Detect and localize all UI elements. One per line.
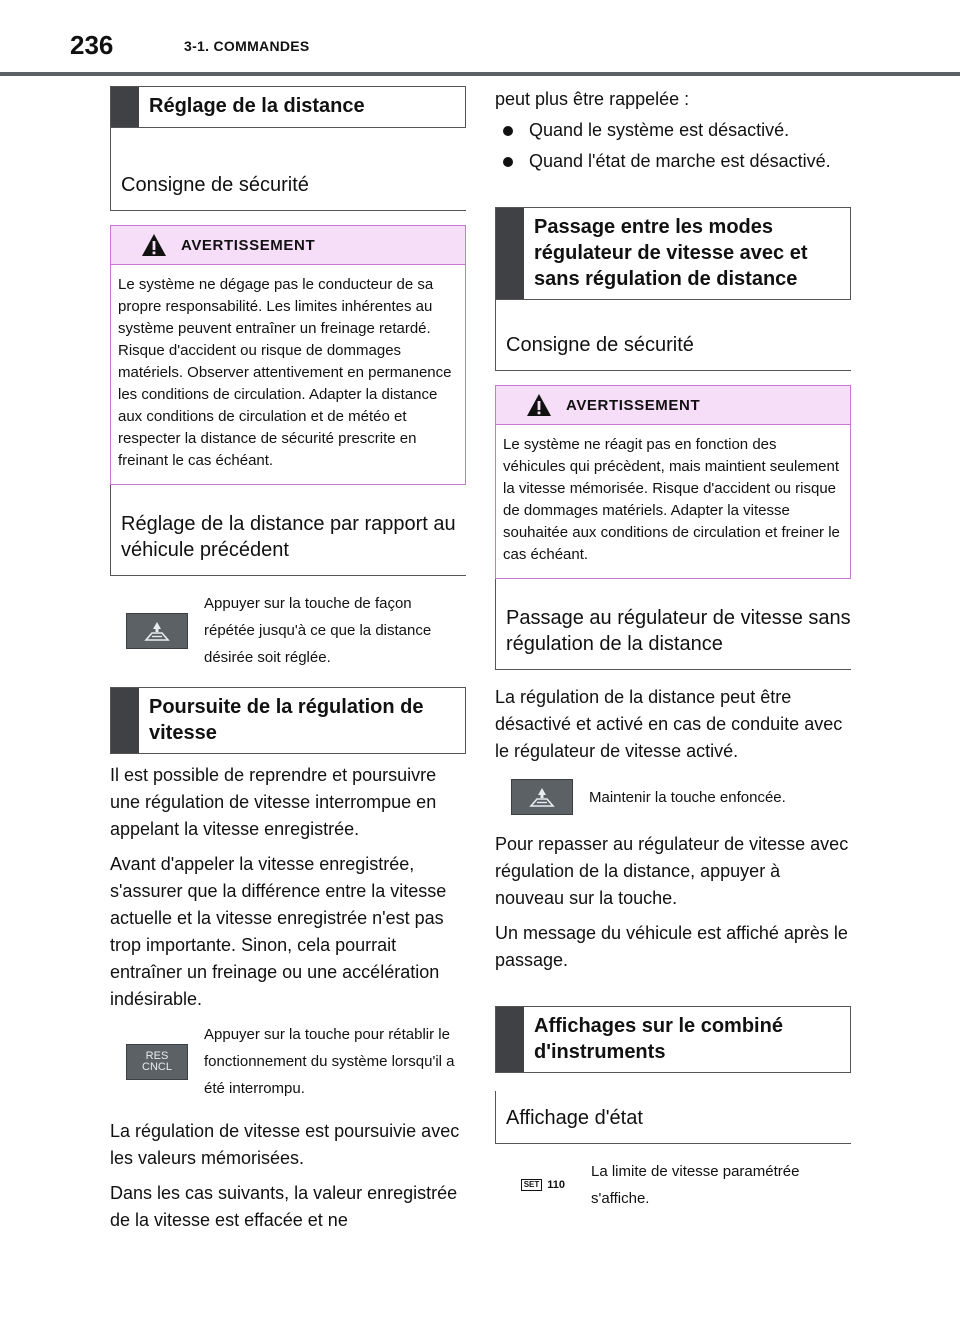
left-column: [110, 86, 466, 1242]
sub-heading-status: Affichage d'état: [495, 1091, 851, 1144]
distance-key: [126, 613, 188, 649]
warning-body: Le système ne réagit pas en fonction des véhicules qui précèdent, mais maintient seulement la vitesse mémorisée. Risque d'accident ou risque de dommages matériels. Adapter la vitesse souhaitée aux conditions de circulation et freiner le cas échéant.: [503, 436, 840, 563]
section-heading-resume: [110, 687, 466, 754]
speed-value: 110: [547, 1179, 565, 1191]
cncl-label: CNCL: [142, 1060, 172, 1073]
paragraph: peut plus être rappelée :: [495, 89, 690, 109]
right-column: [495, 86, 851, 1228]
page-header: [0, 0, 960, 76]
warning-box: [110, 225, 466, 485]
section-heading-text: Passage entre les modes régulateur de vitesse avec et sans régulation de distance: [534, 216, 808, 290]
distance-key: [511, 779, 573, 815]
section-heading-text: Affichages sur le combiné d'instruments: [534, 1015, 783, 1063]
speed-limit-indicator: [505, 1179, 565, 1191]
heading-bar: [496, 208, 524, 299]
key-row-res: [126, 1021, 466, 1102]
warning-triangle-icon: [141, 233, 167, 257]
res-cncl-key: [126, 1044, 188, 1080]
list-item-text: Quand le système est désactivé.: [529, 120, 790, 140]
list-item: [495, 117, 851, 144]
section-heading-displays: [495, 1006, 851, 1073]
paragraph: Pour repasser au régulateur de vitesse avec régulation de la distance, appuyer à nouveau sur la touche.: [495, 834, 849, 908]
paragraph: La régulation de vitesse est poursuivie avec les valeurs mémorisées.: [110, 1121, 460, 1168]
sub-heading-switch-to-cruise: Passage au régulateur de vitesse sans régulation de la distance: [495, 579, 851, 670]
paragraph: Un message du véhicule est affiché après le passage.: [495, 923, 848, 970]
paragraph: La régulation de la distance peut être désactivé et activé en cas de conduite avec le régulateur de vitesse activé.: [495, 687, 843, 761]
set-icon: SET: [521, 1179, 543, 1191]
paragraph: Il est possible de reprendre et poursuivre une régulation de vitesse interrompue en appelant la vitesse enregistrée.: [110, 765, 437, 839]
section-heading-text: Réglage de la distance: [149, 95, 365, 117]
warning-body: Le système ne dégage pas le conducteur de sa propre responsabilité. Les limites inhérentes au système peuvent entraîner un freinage retardé. Risque d'accident ou risque de dommages matériels. Observer attentivement en permanence les conditions de circulation. Adapter la distance aux conditions de circulation et de météo et respecter la distance de sécurité prescrite en freinant le cas échéant.: [118, 276, 452, 469]
distance-icon: [142, 620, 172, 642]
status-description: La limite de vitesse paramétrée s'affiche.: [591, 1163, 800, 1207]
key-row-distance: [126, 590, 466, 671]
header-rule: [0, 72, 960, 76]
paragraph: Avant d'appeler la vitesse enregistrée, s'assurer que la différence entre la vitesse actuelle et la vitesse enregistrée n'est pas trop importante. Sinon, cela pourrait entraîner un freinage ou une accélération indésirable.: [110, 854, 447, 1009]
heading-bar: [111, 688, 139, 753]
section-heading-distance: [110, 86, 466, 128]
chapter-title: 3-1. COMMANDES: [184, 38, 310, 54]
heading-bar: [496, 1007, 524, 1072]
sub-heading-safety: Consigne de sécurité: [495, 300, 851, 371]
res-label: RES: [145, 1049, 169, 1062]
page-number: 236: [70, 30, 114, 60]
warning-triangle-icon: [526, 393, 552, 417]
section-heading-mode-switch: [495, 207, 851, 300]
section-heading-text: Poursuite de la régulation de vitesse: [149, 696, 424, 744]
sub-heading-distance-setting: Réglage de la distance par rapport au véhicule précédent: [110, 485, 466, 576]
bullet-dot: [503, 126, 513, 136]
sub-heading-safety: Consigne de sécurité: [110, 128, 466, 211]
warning-title-text: AVERTISSEMENT: [566, 396, 701, 414]
warning-box: [495, 385, 851, 579]
bullet-dot: [503, 157, 513, 167]
list-item: [495, 148, 851, 175]
warning-title: [496, 386, 850, 425]
distance-icon: [527, 786, 557, 808]
paragraph: Dans les cas suivants, la valeur enregistrée de la vitesse est effacée et ne: [110, 1183, 458, 1230]
key-instruction: Maintenir la touche enfoncée.: [589, 788, 786, 806]
heading-bar: [111, 87, 139, 127]
warning-title: [111, 226, 465, 265]
warning-title-text: AVERTISSEMENT: [181, 236, 316, 254]
key-row-hold: [511, 779, 851, 815]
list-item-text: Quand l'état de marche est désactivé.: [529, 151, 831, 171]
key-instruction: Appuyer sur la touche pour rétablir le fonctionnement du système lorsqu'il a été interrompu.: [204, 1026, 455, 1097]
key-instruction: Appuyer sur la touche de façon répétée jusqu'à ce que la distance désirée soit réglée.: [204, 595, 432, 666]
status-row: [505, 1158, 851, 1212]
